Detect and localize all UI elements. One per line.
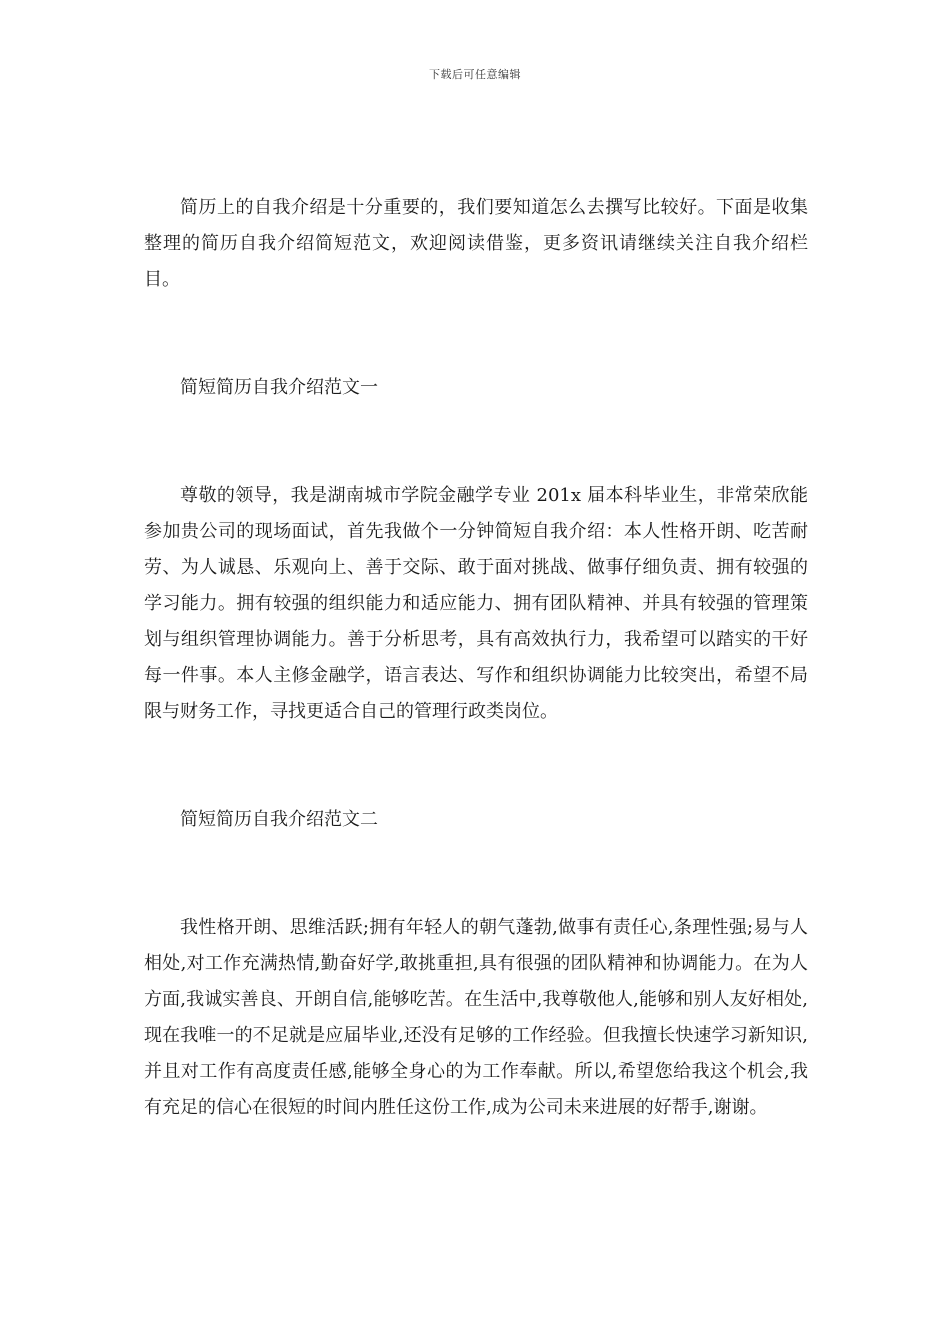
spacer — [144, 406, 808, 478]
spacer — [144, 838, 808, 910]
sample-paragraph-2: 我性格开朗、思维活跃;拥有年轻人的朝气蓬勃,做事有责任心,条理性强;易与人相处,对工作充满热情,勤奋好学,敢挑重担,具有很强的团队精神和协调能力。在为人方面,我诚实善良、开朗自信,能够吃苦。在生活中,我尊敬他人,能够和别人友好相处,现在我唯一的不足就是应届毕业,还没有足够的工作经验。但我擅长快速学习新知识,并且对工作有高度责任感,能够全身心的为工作奉献。所以,希望您给我这个机会,我有充足的信心在很短的时间内胜任这份工作,成为公司未来进展的好帮手,谢谢。 — [144, 917, 808, 1118]
section-heading-1: 简短简历自我介绍范文一 — [180, 377, 378, 398]
spacer — [144, 730, 808, 802]
spacer — [144, 298, 808, 370]
intro-paragraph: 简历上的自我介绍是十分重要的，我们要知道怎么去撰写比较好。下面是收集整理的简历自我介绍简短范文，欢迎阅读借鉴，更多资讯请继续关注自我介绍栏目。 — [144, 197, 808, 290]
section-heading-2: 简短简历自我介绍范文二 — [180, 809, 378, 830]
page-header: 下载后可任意编辑 — [429, 68, 521, 81]
sample-paragraph-1: 尊敬的领导，我是湖南城市学院金融学专业 201x 届本科毕业生，非常荣欣能参加贵公司的现场面试，首先我做个一分钟简短自我介绍：本人性格开朗、吃苦耐劳、为人诚恳、乐观向上、善于交际、敢于面对挑战、做事仔细负责、拥有较强的学习能力。拥有较强的组织能力和适应能力、拥有团队精神、并具有较强的管理策划与组织管理协调能力。善于分析思考，具有高效执行力，我希望可以踏实的干好每一件事。本人主修金融学，语言表达、写作和组织协调能力比较突出，希望不局限与财务工作，寻找更适合自己的管理行政类岗位。 — [144, 485, 808, 722]
document-body — [144, 190, 808, 1126]
